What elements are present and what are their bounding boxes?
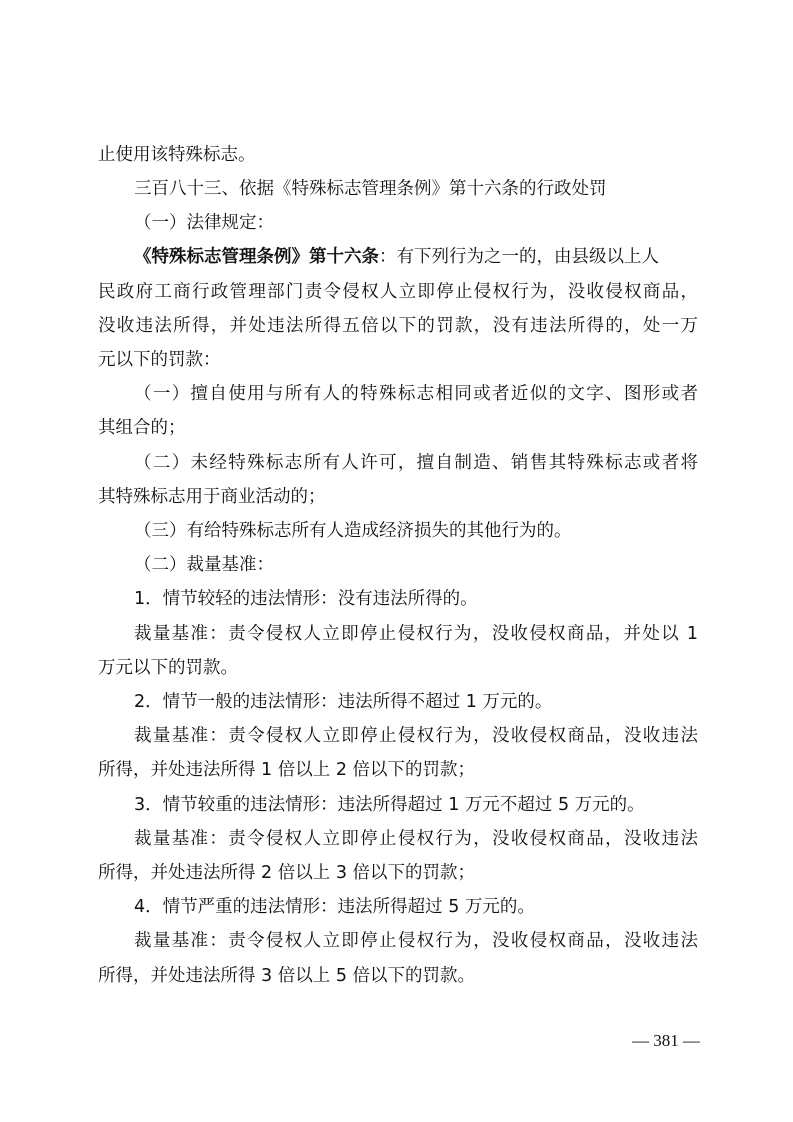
text-line: 裁量基准：责令侵权人立即停止侵权行为，没收侵权商品，没收违法 (134, 726, 698, 746)
text-line: 没收违法所得，并处违法所得五倍以下的罚款，没有违法所得的，处一万 (98, 316, 698, 336)
section-heading: 三百八十三、依据《特殊标志管理条例》第十六条的行政处罚 (134, 179, 607, 199)
text-line: 4．情节严重的违法情形：违法所得超过 5 万元的。 (134, 897, 535, 917)
text-line: 民政府工商行政管理部门责令侵权人立即停止侵权行为，没收侵权商品， (98, 282, 698, 302)
page-number: — 381 — (632, 1031, 700, 1050)
article-citation: 《特殊标志管理条例》第十六条 (134, 247, 379, 267)
subsection-heading: （二）裁量基准： (134, 555, 274, 575)
text-line: 其组合的； (98, 418, 186, 438)
text-line: 2．情节一般的违法情形：违法所得不超过 1 万元的。 (134, 692, 553, 712)
text-line: （三）有给特殊标志所有人造成经济损失的其他行为的。 (134, 521, 572, 541)
text-line: 裁量基准：责令侵权人立即停止侵权行为，没收侵权商品，没收违法 (134, 931, 698, 951)
text-line: 万元以下的罚款。 (98, 658, 238, 678)
text-line (134, 246, 698, 268)
text-line: 所得，并处违法所得 3 倍以上 5 倍以下的罚款。 (98, 966, 476, 986)
text-line: 所得，并处违法所得 1 倍以上 2 倍以下的罚款； (98, 760, 476, 780)
text-line: 3．情节较重的违法情形：违法所得超过 1 万元不超过 5 万元的。 (134, 795, 645, 815)
text-line: 裁量基准：责令侵权人立即停止侵权行为，没收侵权商品，并处以 1 (134, 624, 698, 644)
text-line: （二）未经特殊标志所有人许可，擅自制造、销售其特殊标志或者将 (134, 453, 698, 473)
text-line: 其特殊标志用于商业活动的； (98, 487, 326, 507)
text-line: 裁量基准：责令侵权人立即停止侵权行为，没收侵权商品，没收违法 (134, 829, 698, 849)
text-line: 所得，并处违法所得 2 倍以上 3 倍以下的罚款； (98, 863, 476, 883)
text-line: 1．情节较轻的违法情形：没有违法所得的。 (134, 589, 478, 609)
subsection-heading: （一）法律规定： (134, 213, 274, 233)
text-line: （一）擅自使用与所有人的特殊标志相同或者近似的文字、图形或者 (134, 384, 698, 404)
text-line: 元以下的罚款： (98, 350, 221, 370)
article-text: ：有下列行为之一的，由县级以上人 (379, 247, 659, 267)
text-line: 止使用该特殊标志。 (98, 145, 256, 165)
